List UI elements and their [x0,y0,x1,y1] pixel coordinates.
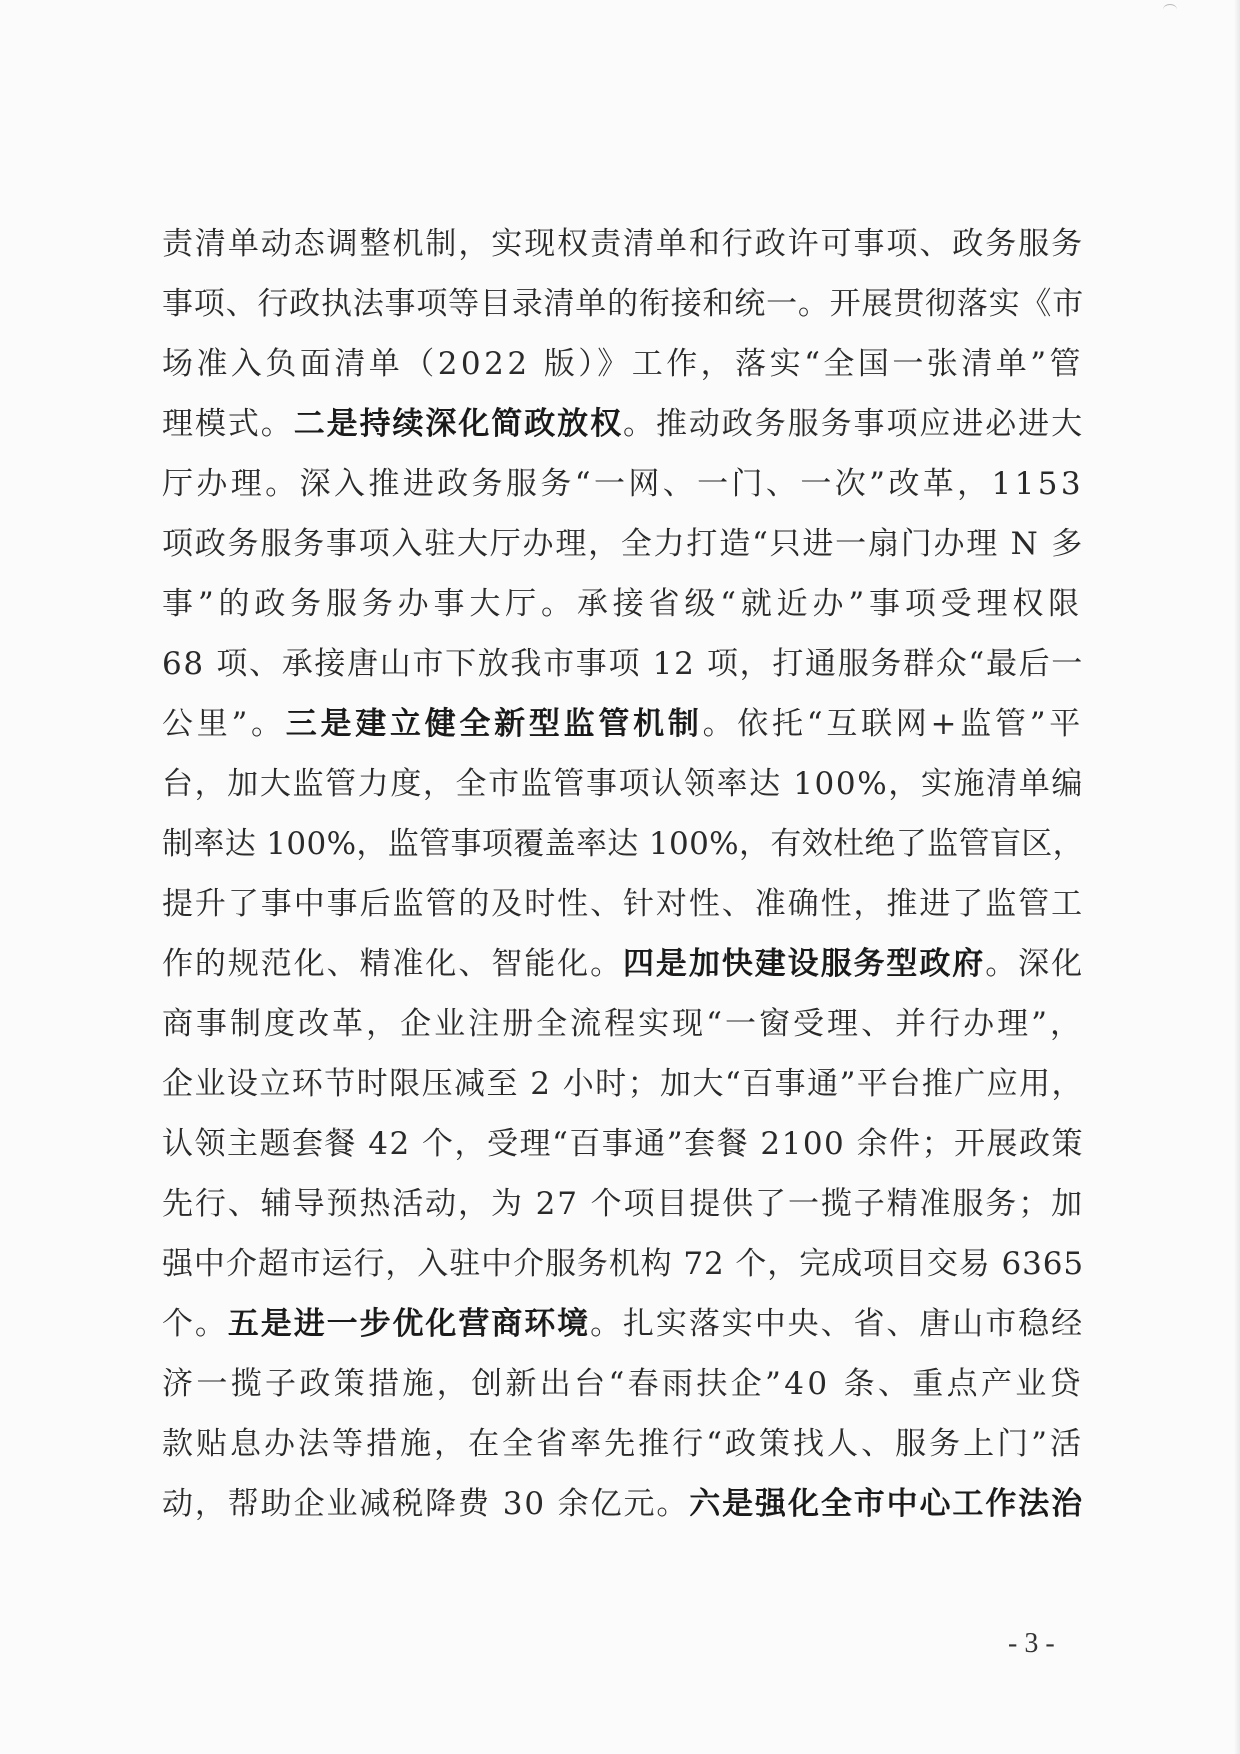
text-segment: 先行、辅导预热活动，为 27 个项目提供了一揽子精准服务；加 [162,1186,1084,1222]
text-segment: 企业设立环节时限压减至 2 小时；加大“百事通”平台推广应用， [162,1066,1084,1102]
text-segment: 作的规范化、精准化、智能化。 [162,946,623,982]
text-segment: 理模式。 [162,406,294,442]
page-number: - 3 - [1008,1628,1055,1659]
text-segment: 款贴息办法等措施，在全省率先推行“政策找人、服务上门”活 [162,1426,1084,1462]
text-segment: 。深化 [985,946,1085,982]
text-line [162,1294,1084,1354]
text-line [162,574,1084,634]
bold-heading-phrase: 二是持续深化简政放权 [293,406,624,442]
text-segment: 强中介超市运行，入驻中介服务机构 72 个，完成项目交易 6365 [162,1246,1084,1282]
text-line [162,274,1084,334]
text-segment: 事项、行政执法事项等目录清单的衔接和统一。开展贯彻落实《市 [162,286,1084,322]
text-line [162,874,1084,934]
text-line [162,454,1084,514]
text-segment: 项政务服务事项入驻大厅办理，全力打造“只进一扇门办理 N 多 [162,526,1084,562]
bold-heading-phrase: 三是建立健全新型监管机制 [285,706,703,742]
text-line [162,1414,1084,1474]
scan-corner-mark [1163,4,1177,15]
text-segment: 提升了事中事后监管的及时性、针对性、准确性，推进了监管工 [162,886,1084,922]
text-segment: 68 项、承接唐山市下放我市事项 12 项，打通服务群众“最后一 [162,646,1084,682]
text-line [162,934,1084,994]
text-line [162,514,1084,574]
text-segment: 认领主题套餐 42 个，受理“百事通”套餐 2100 余件；开展政策 [162,1126,1084,1162]
text-segment: 济一揽子政策措施，创新出台“春雨扶企”40 条、重点产业贷 [162,1366,1084,1402]
scan-edge-shadow [1234,0,1240,1754]
text-segment: 制率达 100%，监管事项覆盖率达 100%，有效杜绝了监管盲区， [162,826,1084,862]
text-segment: 场准入负面清单（2022 版）》工作，落实“全国一张清单”管 [162,346,1084,382]
bold-heading-phrase: 四是加快建设服务型政府 [623,946,986,982]
text-segment: 商事制度改革，企业注册全流程实现“一窗受理、并行办理”， [162,1006,1084,1042]
text-line [162,994,1084,1054]
text-line [162,1174,1084,1234]
text-segment: 。依托“互联网+监管”平 [702,706,1085,742]
text-line [162,334,1084,394]
text-line [162,1474,1084,1534]
text-line [162,754,1084,814]
text-segment: 厅办理。深入推进政务服务“一网、一门、一次”改革，1153 [162,466,1084,502]
bold-heading-phrase: 五是进一步优化营商环境 [227,1306,591,1342]
text-segment: 动，帮助企业减税降费 30 余亿元。 [162,1486,690,1522]
text-segment: 责清单动态调整机制，实现权责清单和行政许可事项、政务服务 [162,226,1084,262]
text-line [162,1234,1084,1294]
text-line [162,1054,1084,1114]
text-segment: 。扎实落实中央、省、唐山市稳经 [590,1306,1085,1342]
text-segment: 公里”。 [162,706,286,742]
text-segment: 事”的政务服务办事大厅。承接省级“就近办”事项受理权限 [162,586,1084,622]
body-text [162,214,1084,1534]
text-segment: 台，加大监管力度，全市监管事项认领率达 100%，实施清单编 [162,766,1084,802]
text-line [162,694,1084,754]
text-line [162,634,1084,694]
text-line [162,814,1084,874]
text-segment: 个。 [162,1306,228,1342]
text-line [162,1354,1084,1414]
bold-heading-phrase: 六是强化全市中心工作法治 [689,1486,1085,1522]
text-line [162,394,1084,454]
text-segment: 。推动政务服务事项应进必进大 [623,406,1085,442]
text-line [162,214,1084,274]
text-line [162,1114,1084,1174]
